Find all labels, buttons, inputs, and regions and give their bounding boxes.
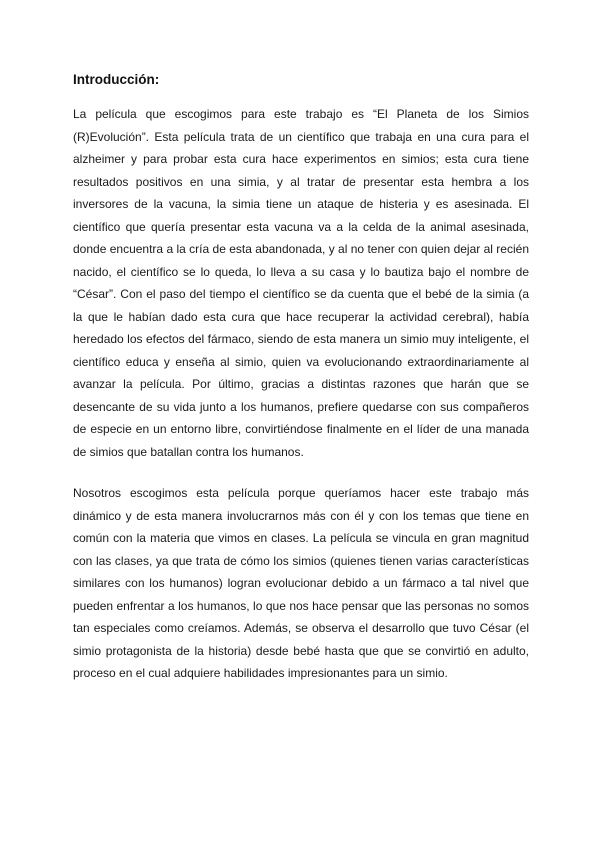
section-heading: Introducción: — [73, 72, 160, 87]
paragraph-synopsis: La película que escogimos para este trabajo es “El Planeta de los Simios (R)Evolución”. Esta película trata de un científico que trabaja en una cura para el alzheimer y para probar esta cura hace experimentos en simios; esta cura tiene resultados positivos en una simia, y al tratar de presentar esta hembra a los inversores de la vacuna, la simia tiene un ataque de histeria y es asesinada. El científico que quería presentar esta vacuna va a la celda de la animal asesinada, donde encuentra a la cría de esta abandonada, y al no tener con quien dejar al recién nacido, el científico se lo queda, lo lleva a su casa y lo bautiza bajo el nombre de “César”. Con el paso del tiempo el científico se da cuenta que el bebé de la simia (a la que le habían dado esta cura que hace recuperar la actividad cerebral), había heredado los efectos del fármaco, siendo de esta manera un simio muy inteligente, el científico educa y enseña al simio, quien va evolucionando extraordinariamente al avanzar la película. Por último, gracias a distintas razones que harán que se desencante de su vida junto a los humanos, prefiere quedarse con sus compañeros de especie en un entorno libre, convirtiéndose finalmente en el líder de una manada de simios que batallan contra los humanos. — [73, 107, 529, 459]
paragraph-motivation: Nosotros escogimos esta película porque queríamos hacer este trabajo más dinámico y de esta manera involucrarnos más con él y con los temas que tiene en común con la materia que vimos en clases. La película se vincula en gran magnitud con las clases, ya que trata de cómo los simios (quienes tienen varias características similares con los humanos) logran evolucionar debido a un fármaco a tal nivel que pueden enfrentar a los humanos, lo que nos hace pensar que las personas no somos tan especiales como creíamos. Además, se observa el desarrollo que tuvo César (el simio protagonista de la historia) desde bebé hasta que que se convirtió en adulto, proceso en el cual adquiere habilidades impresionantes para un simio. — [73, 486, 529, 680]
